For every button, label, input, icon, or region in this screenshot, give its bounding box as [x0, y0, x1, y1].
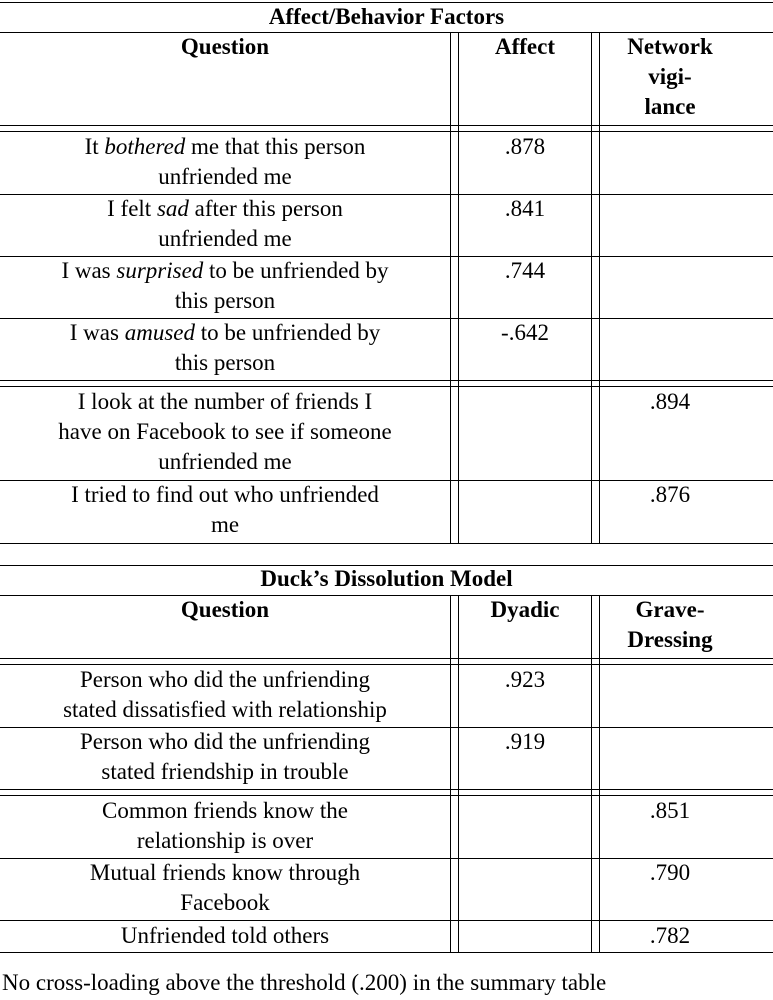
row-value-col1: .923	[504, 667, 546, 692]
question-text: have on Facebook to see if someone	[58, 419, 392, 444]
row-value-col1: -.642	[501, 320, 549, 345]
row-value-col2: .876	[649, 482, 691, 507]
question-line	[0, 162, 450, 192]
column-header-question: Question	[180, 34, 270, 59]
question-line	[0, 194, 450, 224]
question-line	[0, 132, 450, 162]
question-text: after this person	[188, 196, 343, 221]
question-text: surprised	[116, 258, 204, 283]
question-text: this person	[174, 288, 276, 313]
row-value-col1: .919	[504, 729, 546, 754]
question-text: unfriended me	[158, 226, 292, 251]
row-value-col2: .894	[649, 389, 691, 414]
question-text: Facebook	[180, 890, 270, 915]
question-line	[0, 888, 450, 918]
question-line	[0, 256, 450, 286]
row-question	[0, 318, 450, 378]
question-line	[0, 348, 450, 378]
question-line	[0, 480, 450, 510]
table-title: Duck’s Dissolution Model	[260, 566, 513, 591]
row-question	[0, 480, 450, 540]
question-text: Common friends know the	[102, 798, 348, 823]
table-title: Affect/Behavior Factors	[268, 4, 505, 29]
question-text: relationship is over	[136, 828, 314, 853]
column-header-question: Question	[180, 597, 270, 622]
column-header-network-vigilance: Network vigi- lance	[627, 34, 713, 119]
question-text: I was	[61, 258, 117, 283]
table-footnote: No cross-loading above the threshold (.200) in the summary table	[2, 970, 607, 995]
question-text: me that this person	[185, 134, 366, 159]
column-header-grave-dressing: Grave- Dressing	[627, 597, 713, 652]
row-question	[0, 727, 450, 787]
question-line	[0, 826, 450, 856]
question-text: Person who did the unfriending	[79, 667, 370, 692]
question-line	[0, 665, 450, 695]
question-line	[0, 417, 450, 447]
question-text: I was	[69, 320, 125, 345]
row-value-col1: .744	[504, 258, 546, 283]
row-question	[0, 921, 450, 951]
question-line	[0, 224, 450, 254]
question-text: me	[210, 512, 240, 537]
question-text: Mutual friends know through	[89, 860, 361, 885]
question-line	[0, 858, 450, 888]
question-text: sad	[156, 196, 189, 221]
row-question	[0, 132, 450, 192]
question-text: I tried to find out who unfriended	[71, 482, 379, 507]
row-question	[0, 387, 450, 477]
question-text: this person	[174, 350, 276, 375]
question-line	[0, 796, 450, 826]
question-line	[0, 757, 450, 787]
question-text: to be unfriended by	[194, 320, 381, 345]
row-question	[0, 665, 450, 725]
row-value-col1: .841	[504, 196, 546, 221]
question-line	[0, 695, 450, 725]
question-text: Person who did the unfriending	[79, 729, 370, 754]
question-text: I look at the number of friends I	[77, 389, 373, 414]
row-value-col1: .878	[504, 134, 546, 159]
question-line	[0, 510, 450, 540]
question-text: I felt	[107, 196, 157, 221]
question-text: to be unfriended by	[203, 258, 389, 283]
row-question	[0, 796, 450, 856]
row-question	[0, 256, 450, 316]
row-value-col2: .851	[649, 798, 691, 823]
question-line	[0, 318, 450, 348]
question-line	[0, 921, 450, 951]
row-value-col2: .782	[649, 923, 691, 948]
question-text: unfriended me	[158, 164, 292, 189]
row-question	[0, 194, 450, 254]
question-text: unfriended me	[158, 449, 292, 474]
question-line	[0, 286, 450, 316]
question-text: Unfriended told others	[120, 923, 330, 948]
question-line	[0, 387, 450, 417]
row-value-col2: .790	[649, 860, 691, 885]
question-line	[0, 447, 450, 477]
question-text: stated dissatisfied with relationship	[63, 697, 387, 722]
column-header-affect: Affect	[494, 34, 555, 59]
question-line	[0, 727, 450, 757]
question-text: stated friendship in trouble	[101, 759, 349, 784]
column-header-dyadic: Dyadic	[490, 597, 560, 622]
question-text: It	[84, 134, 105, 159]
question-text: amused	[124, 320, 195, 345]
question-text: bothered	[104, 134, 186, 159]
row-question	[0, 858, 450, 918]
